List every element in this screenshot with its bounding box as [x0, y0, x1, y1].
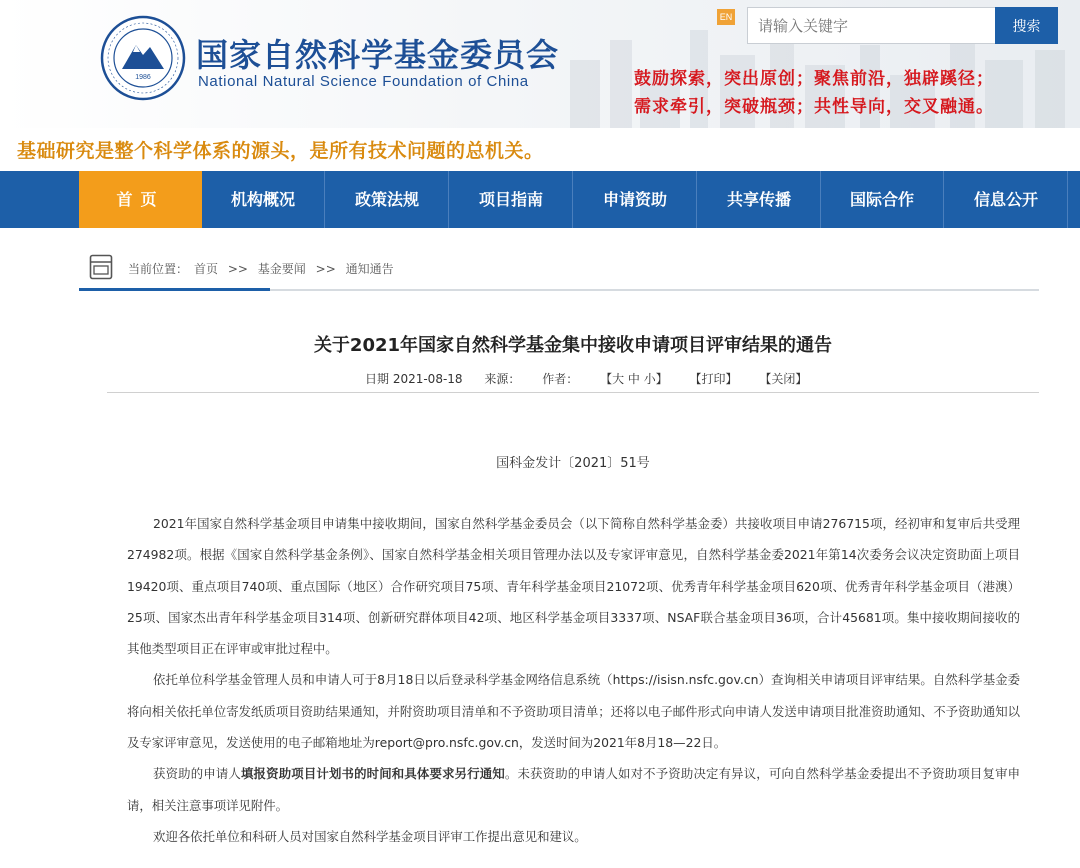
paragraph-3-end: 。未获资助的申请人如对不予资助决定有异议，可向自然科学基金委提出不予资助项目复审申请，相关注意事项详见附件。 — [127, 766, 1021, 813]
paragraph-3-start: 获资助的申请人 — [153, 766, 241, 782]
nsfc-emblem-logo — [100, 15, 186, 101]
article-author: 作者： — [542, 372, 579, 386]
search-button[interactable]: 搜索 — [995, 7, 1058, 44]
nav-item-policies[interactable]: 政策法规 — [326, 171, 449, 228]
breadcrumb-separator: >> — [227, 262, 248, 276]
nav-item-international[interactable]: 国际合作 — [821, 171, 944, 228]
article-title: 关于2021年国家自然科学基金集中接收申请项目评审结果的通告 — [313, 335, 833, 356]
breadcrumb-separator: >> — [315, 262, 336, 276]
close-link[interactable]: 【关闭】 — [759, 372, 808, 386]
search-input[interactable] — [747, 7, 996, 44]
breadcrumb-label: 当前位置： — [128, 262, 189, 276]
nav-item-disclosure[interactable]: 信息公开 — [945, 171, 1068, 228]
slogan-line-1: 鼓励探索，突出原创；聚焦前沿，独辟蹊径； — [634, 69, 994, 89]
nav-item-project-guide[interactable]: 项目指南 — [450, 171, 573, 228]
site-logo-english[interactable]: National Natural Science Foundation of China — [198, 73, 529, 90]
paragraph-2: 依托单位科学基金管理人员和申请人可于8月18日以后登录科学基金网络信息系统（https://isisn.nsfc.gov.cn）查询相关申请项目评审结果。自然科学基金委将向相关依托单位寄发纸质项目资助结果通知，并附资助项目清单和不予资助项目清单；还将以电子邮件形式向申请人发送申请项目批准资助通知、不予资助通知以及专家评审意见，发送使用的电子邮箱地址为report@pro.nsfc.gov.cn，发送时间为2021年8月18—22日。 — [127, 672, 1020, 751]
breadcrumb-notices[interactable]: 通知通告 — [345, 262, 394, 276]
paragraph-1: 2021年国家自然科学基金项目申请集中接收期间，国家自然科学基金委员会（以下简称自然科学基金委）共接收项目申请276715项，经初审和复审后共受理274982项。根据《国家自然科学基金条例》、国家自然科学基金相关项目管理办法以及专家评审意见，自然科学基金委2021年第14次委务会议决定资助面上项目19420项、重点项目740项、重点国际（地区）合作研究项目75项、青年科学基金项目21072项、优秀青年科学基金项目620项、优秀青年科学基金项目（港澳）25项、国家杰出青年科学基金项目314项、创新研究群体项目42项、地区科学基金项目3337项、NSAF联合基金项目36项，合计45681项。集中接收期间接收的其他类型项目正在评审或审批过程中。 — [127, 516, 1020, 657]
article-date: 日期 2021-08-18 — [365, 372, 463, 386]
article-body — [127, 508, 1020, 852]
article-meta — [365, 370, 825, 387]
location-folder-icon — [89, 254, 113, 280]
breadcrumb-divider-accent — [79, 288, 270, 291]
nav-item-home[interactable]: 首页 — [79, 171, 202, 228]
site-tagline: 基础研究是整个科学体系的源头，是所有技术问题的总机关。 — [17, 140, 544, 162]
paragraph-4: 欢迎各依托单位和科研人员对国家自然科学基金项目评审工作提出意见和建议。 — [153, 828, 587, 844]
slogan-line-2: 需求牵引，突破瓶颈；共性导向，交叉融通。 — [634, 97, 994, 117]
breadcrumb-home[interactable]: 首页 — [194, 262, 219, 276]
nav-item-sharing[interactable]: 共享传播 — [698, 171, 821, 228]
site-logo-chinese[interactable]: 国家自然科学基金委员会 — [196, 36, 560, 74]
font-size-toggle[interactable]: 【大 中 小】 — [600, 372, 668, 386]
document-number: 国科金发计〔2021〕51号 — [496, 456, 650, 471]
print-link[interactable]: 【打印】 — [689, 372, 738, 386]
site-header — [0, 0, 1080, 128]
paragraph-3 — [127, 758, 1020, 821]
paragraph-3-emphasis: 填报资助项目计划书的时间和具体要求另行通知 — [240, 766, 505, 782]
nav-item-apply-funding[interactable]: 申请资助 — [574, 171, 697, 228]
english-language-button[interactable]: EN — [717, 9, 735, 25]
emblem-year: 1986 — [135, 74, 151, 81]
article-source: 来源： — [484, 372, 521, 386]
breadcrumb — [128, 260, 400, 277]
main-nav — [0, 171, 1080, 228]
breadcrumb-news[interactable]: 基金要闻 — [257, 262, 306, 276]
meta-divider — [107, 392, 1039, 393]
nav-item-about[interactable]: 机构概况 — [202, 171, 325, 228]
